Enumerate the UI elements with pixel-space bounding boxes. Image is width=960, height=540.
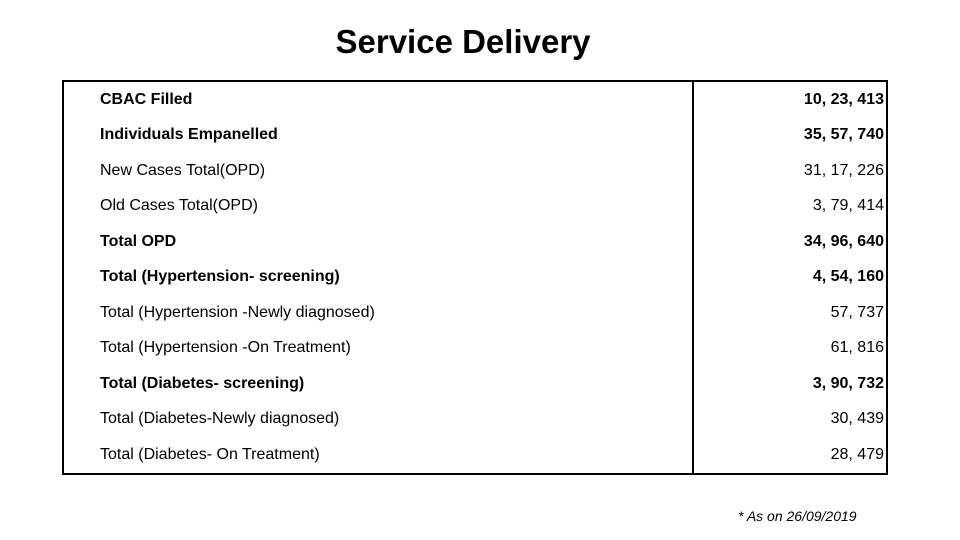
table-row [63, 260, 887, 296]
row-value: 34, 96, 640 [693, 224, 887, 260]
table-row [63, 118, 887, 154]
row-label: Total (Hypertension- screening) [100, 268, 340, 286]
table-row [63, 331, 887, 367]
slide-title: Service Delivery [335, 23, 591, 60]
row-value: 3, 90, 732 [693, 366, 887, 402]
row-label: CBAC Filled [100, 90, 193, 108]
service-delivery-table [62, 80, 888, 475]
row-label: Total (Hypertension -Newly diagnosed) [100, 303, 375, 321]
row-label: New Cases Total(OPD) [100, 161, 266, 179]
table-row [63, 402, 887, 438]
table-row [63, 81, 887, 118]
row-value: 31, 17, 226 [693, 153, 887, 189]
row-label: Total (Hypertension -On Treatment) [100, 339, 351, 357]
row-value: 4, 54, 160 [693, 260, 887, 296]
row-label: Individuals Empanelled [100, 126, 278, 144]
row-label: Total (Diabetes- screening) [100, 374, 305, 392]
row-label: Total OPD [100, 232, 177, 250]
row-label: Total (Diabetes-Newly diagnosed) [100, 410, 340, 428]
row-label: Total (Diabetes- On Treatment) [100, 445, 320, 463]
row-value: 61, 816 [693, 331, 887, 367]
row-value: 30, 439 [693, 402, 887, 438]
table-row [63, 366, 887, 402]
table-row [63, 189, 887, 225]
row-value: 3, 79, 414 [693, 189, 887, 225]
table-row [63, 224, 887, 260]
table-body [63, 81, 887, 474]
row-value: 28, 479 [693, 437, 887, 474]
row-label: Old Cases Total(OPD) [100, 197, 258, 215]
table-row [63, 295, 887, 331]
row-value: 57, 737 [693, 295, 887, 331]
row-value: 10, 23, 413 [693, 81, 887, 118]
row-value: 35, 57, 740 [693, 118, 887, 154]
footnote: * As on 26/09/2019 [738, 508, 857, 524]
table-row [63, 437, 887, 474]
table-row [63, 153, 887, 189]
